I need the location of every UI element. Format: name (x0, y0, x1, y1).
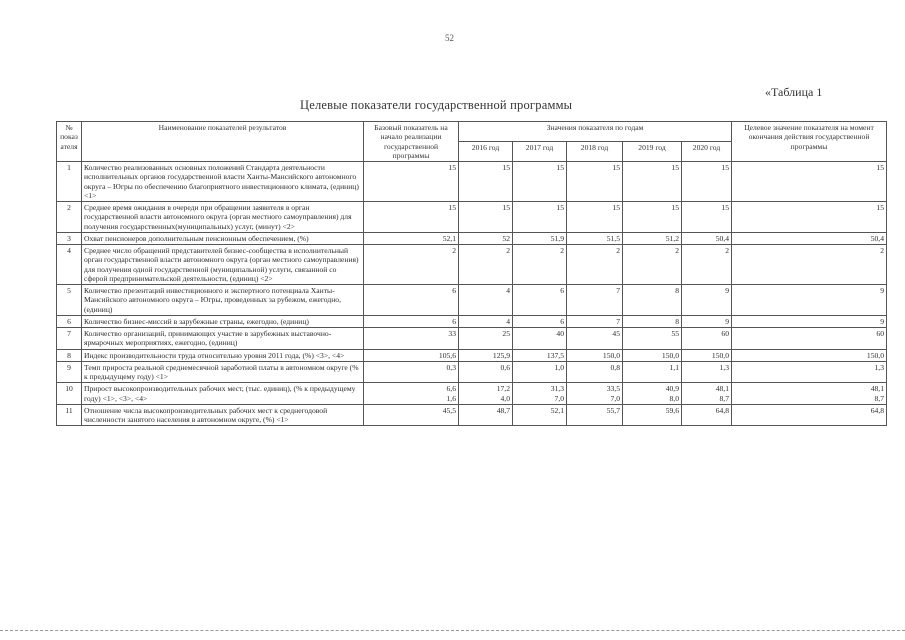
year-value-value: 33,5 (606, 384, 620, 394)
year-value: 2 (459, 245, 513, 285)
target-value: 15 (732, 162, 887, 202)
target-value: 9 (732, 315, 887, 327)
table-label: «Таблица 1 (765, 85, 823, 99)
row-number: 8 (57, 349, 82, 361)
year-value: 6 (513, 315, 567, 327)
base-value: 6 (364, 315, 459, 327)
row-number: 4 (57, 245, 82, 285)
header-year: 2016 год (459, 142, 513, 162)
year-value: 150,0 (682, 349, 732, 361)
table-row (57, 404, 887, 426)
year-value-value-secondary: 4,0 (500, 393, 510, 403)
year-value: 6 (513, 285, 567, 316)
row-number: 1 (57, 162, 82, 202)
indicator-name: Среднее время ожидания в очереди при обращении заявителя в орган государственной власти автономного округа (орган местного самоуправления) для получения государственных(муниципальных) услуг, (минут) <2> (82, 202, 364, 233)
table-row (57, 349, 887, 361)
year-value: 15 (567, 202, 623, 233)
base-value: 15 (364, 202, 459, 233)
year-value: 2 (513, 245, 567, 285)
year-value: 15 (567, 162, 623, 202)
page-number: 52 (445, 33, 454, 43)
year-value: 25 (459, 328, 513, 350)
year-value: 1,0 (513, 361, 567, 383)
base-value-value: 6,6 (446, 384, 456, 394)
target-value: 64,8 (732, 404, 887, 426)
year-value: 2 (567, 245, 623, 285)
year-value: 51,2 (623, 232, 682, 244)
year-value: 15 (459, 162, 513, 202)
year-value-value: 31,3 (550, 384, 564, 394)
indicator-name: Среднее число обращений представителей бизнес-сообщества в исполнительный орган государственной власти автономного округа (орган местного самоуправления) для получения одной государственной (муниципальной) услуги, связанной со сферой предпринимательской деятельности, (единиц) <2> (82, 245, 364, 285)
year-value-value: 40,9 (665, 384, 679, 394)
row-number: 11 (57, 404, 82, 426)
target-value: 1,3 (732, 361, 887, 383)
year-value: 2 (682, 245, 732, 285)
base-value: 15 (364, 162, 459, 202)
target-value-value-secondary: 8,7 (874, 393, 884, 403)
year-value (567, 383, 623, 405)
year-value-value-secondary: 7,0 (610, 393, 620, 403)
table-row (57, 383, 887, 405)
year-value: 150,0 (623, 349, 682, 361)
year-value: 15 (623, 162, 682, 202)
base-value (364, 383, 459, 405)
year-value (459, 383, 513, 405)
target-value: 60 (732, 328, 887, 350)
year-value: 9 (682, 285, 732, 316)
year-value-value-secondary: 8,0 (669, 393, 679, 403)
base-value: 33 (364, 328, 459, 350)
header-name: Наименование показателей результатов (82, 122, 364, 162)
header-row (57, 122, 887, 142)
target-value: 2 (732, 245, 887, 285)
target-value: 9 (732, 285, 887, 316)
table-row (57, 162, 887, 202)
year-value (682, 383, 732, 405)
year-value: 0,8 (567, 361, 623, 383)
indicator-name: Индекс производительности труда относительно уровня 2011 года, (%) <3>, <4> (82, 349, 364, 361)
year-value: 52,1 (513, 404, 567, 426)
header-year: 2018 год (567, 142, 623, 162)
header-year: 2020 год (682, 142, 732, 162)
year-value: 55,7 (567, 404, 623, 426)
year-value: 60 (682, 328, 732, 350)
row-number: 6 (57, 315, 82, 327)
row-number: 5 (57, 285, 82, 316)
base-value: 45,5 (364, 404, 459, 426)
targets-table (56, 121, 887, 426)
year-value: 48,7 (459, 404, 513, 426)
target-value (732, 383, 887, 405)
year-value: 15 (459, 202, 513, 233)
year-value: 4 (459, 285, 513, 316)
year-value: 51,9 (513, 232, 567, 244)
indicator-name: Охват пенсионеров дополнительным пенсионным обеспечением, (%) (82, 232, 364, 244)
base-value-value-secondary: 1,6 (446, 393, 456, 403)
row-number: 10 (57, 383, 82, 405)
year-value: 8 (623, 285, 682, 316)
header-year: 2019 год (623, 142, 682, 162)
year-value: 8 (623, 315, 682, 327)
year-value: 45 (567, 328, 623, 350)
header-target: Целевое значение показателя на момент окончания действия государственной программы (732, 122, 887, 162)
year-value: 64,8 (682, 404, 732, 426)
indicator-name: Темп прироста реальной среднемесячной заработной платы в автономном округе (% к предыдущему году) <1> (82, 361, 364, 383)
year-value: 1,3 (682, 361, 732, 383)
year-value: 2 (623, 245, 682, 285)
year-value-value: 17,2 (496, 384, 510, 394)
year-value: 50,4 (682, 232, 732, 244)
base-value: 0,3 (364, 361, 459, 383)
base-value: 105,6 (364, 349, 459, 361)
year-value: 15 (682, 202, 732, 233)
year-value: 125,9 (459, 349, 513, 361)
row-number: 9 (57, 361, 82, 383)
table-body (57, 162, 887, 426)
indicator-name: Прирост высокопроизводительных рабочих мест, (тыс. единиц), (% к предыдущему году) <1>, <3>, <4> (82, 383, 364, 405)
year-value: 40 (513, 328, 567, 350)
target-value: 50,4 (732, 232, 887, 244)
indicator-name: Количество реализованных основных положений Стандарта деятельности исполнительных органов государственной власти Ханты-Мансийского автономного округа – Югры по обеспечению благоприятного инвестиционного климата, (единиц) <1> (82, 162, 364, 202)
row-number: 2 (57, 202, 82, 233)
table-row (57, 361, 887, 383)
header-num: № показ ателя (57, 122, 82, 162)
table-row (57, 328, 887, 350)
base-value: 2 (364, 245, 459, 285)
table-row (57, 232, 887, 244)
scan-edge-line (0, 630, 905, 631)
year-value: 15 (682, 162, 732, 202)
header-years-group: Значения показателя по годам (459, 122, 732, 142)
year-value (623, 383, 682, 405)
year-value: 59,6 (623, 404, 682, 426)
year-value: 150,0 (567, 349, 623, 361)
year-value: 0,6 (459, 361, 513, 383)
year-value: 15 (513, 162, 567, 202)
header-base: Базовый показатель на начало реализации государственной программы (364, 122, 459, 162)
year-value: 55 (623, 328, 682, 350)
year-value-value-secondary: 8,7 (719, 393, 729, 403)
year-value: 15 (513, 202, 567, 233)
year-value: 7 (567, 285, 623, 316)
table-row (57, 285, 887, 316)
table-row (57, 245, 887, 285)
base-value: 6 (364, 285, 459, 316)
target-value-value: 48,1 (870, 384, 884, 394)
year-value: 4 (459, 315, 513, 327)
document-title: Целевые показатели государственной программы (300, 98, 573, 112)
base-value: 52,1 (364, 232, 459, 244)
year-value-value-secondary: 7,0 (554, 393, 564, 403)
table-row (57, 315, 887, 327)
row-number: 3 (57, 232, 82, 244)
year-value: 52 (459, 232, 513, 244)
header-year: 2017 год (513, 142, 567, 162)
target-value: 15 (732, 202, 887, 233)
table-row (57, 202, 887, 233)
indicator-name: Количество бизнес-миссий в зарубежные страны, ежегодно, (единиц) (82, 315, 364, 327)
year-value: 137,5 (513, 349, 567, 361)
indicator-name: Количество презентаций инвестиционного и экспертного потенциала Ханты-Мансийского автономного округа – Югры, проведенных за рубежом, ежегодно, (единиц) (82, 285, 364, 316)
year-value: 51,5 (567, 232, 623, 244)
year-value (513, 383, 567, 405)
target-value: 150,0 (732, 349, 887, 361)
year-value-value: 48,1 (715, 384, 729, 394)
year-value: 1,1 (623, 361, 682, 383)
indicator-name: Количество организаций, принимающих участие в зарубежных выставочно-ярмарочных мероприятиях, ежегодно, (единиц) (82, 328, 364, 350)
year-value: 15 (623, 202, 682, 233)
year-value: 9 (682, 315, 732, 327)
row-number: 7 (57, 328, 82, 350)
year-value: 7 (567, 315, 623, 327)
indicator-name: Отношение числа высокопроизводительных рабочих мест к среднегодовой численности занятого населения в автономном округе, (%) <1> (82, 404, 364, 426)
